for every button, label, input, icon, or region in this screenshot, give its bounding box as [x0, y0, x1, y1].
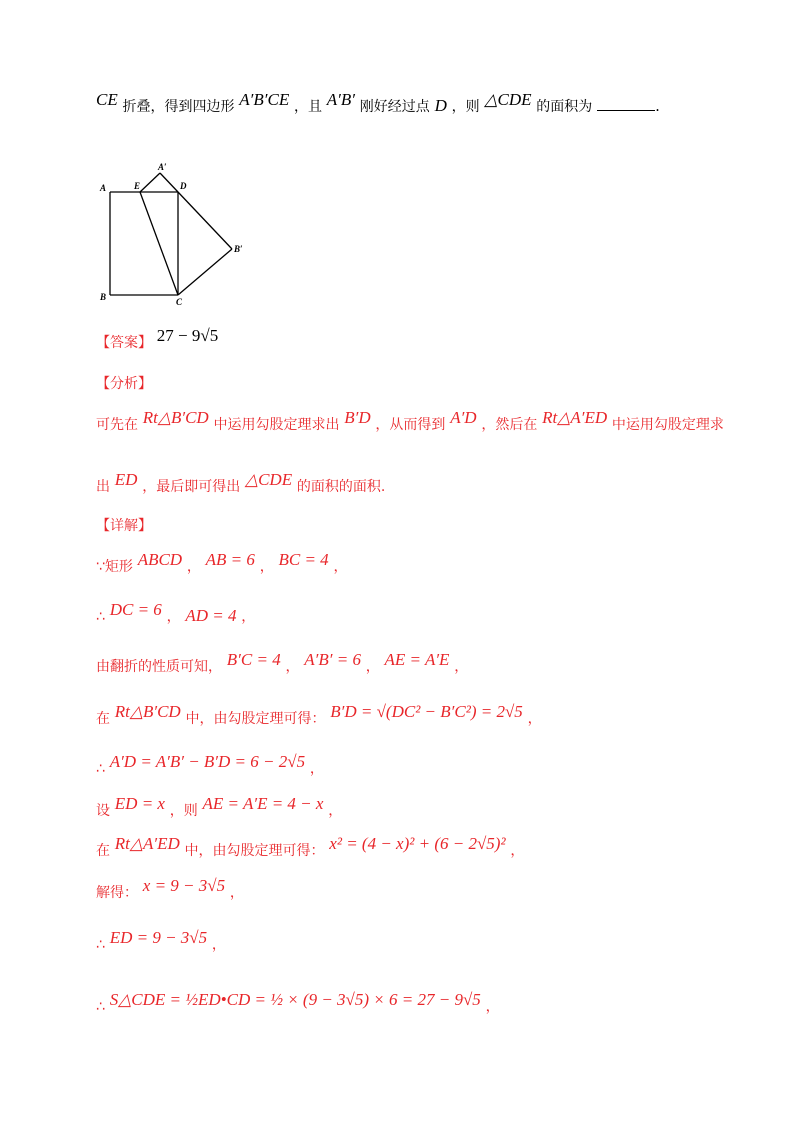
- problem-seg-ce: CE: [96, 90, 118, 109]
- step-text: ，: [229, 885, 244, 901]
- analysis-text: 中运用勾股定理求出: [213, 417, 340, 433]
- problem-seg-and: ，且: [294, 99, 323, 115]
- answer-value: 27 − 9√5: [156, 326, 219, 345]
- step-math: DC = 6: [109, 600, 162, 619]
- step-text: ，: [365, 659, 380, 675]
- analysis-line-2: [96, 470, 386, 497]
- problem-seg-d: D: [434, 96, 447, 115]
- analysis-line-1: [96, 408, 724, 435]
- analysis-math: B′D: [344, 408, 371, 427]
- label-a-prime: A′: [158, 162, 167, 172]
- problem-seg-period: .: [655, 97, 660, 115]
- step-text: 由翻折的性质可知，: [96, 659, 222, 675]
- geometry-figure: [96, 160, 256, 310]
- step-math: ED = 9 − 3√5: [109, 928, 208, 947]
- answer-tag: 【答案】: [96, 335, 152, 351]
- step-math: A′B′ = 6: [304, 650, 361, 669]
- problem-seg-ab: A′B′: [326, 90, 356, 109]
- detail-step-4: [96, 702, 542, 729]
- step-math: Rt△B′CD: [114, 702, 181, 721]
- step-text: ，: [510, 843, 525, 859]
- step-math: x² = (4 − x)² + (6 − 2√5)²: [329, 834, 506, 853]
- label-b-prime: B′: [234, 244, 243, 254]
- step-text: 解得：: [96, 885, 138, 901]
- detail-step-9: [96, 928, 226, 955]
- step-text: ，: [333, 559, 348, 575]
- step-math: BC = 4: [278, 550, 329, 569]
- step-text: ，则: [169, 803, 198, 819]
- problem-seg-area: 的面积为: [536, 99, 593, 115]
- detail-step-2: [96, 600, 256, 627]
- step-math: ED = x: [114, 794, 165, 813]
- step-math: AD = 4: [185, 606, 237, 625]
- segment-e-c: [140, 192, 178, 295]
- step-math: A′D = A′B′ − B′D = 6 − 2√5: [109, 752, 306, 771]
- detail-tag: 【详解】: [96, 518, 152, 534]
- step-text: ∴: [96, 761, 105, 777]
- step-text: 在: [96, 843, 110, 859]
- analysis-text: ，从而得到: [375, 417, 446, 433]
- problem-seg-fold: 折叠，得到四边形: [122, 99, 235, 115]
- label-e: E: [134, 181, 141, 191]
- problem-line: [96, 90, 660, 117]
- analysis-text: 中运用勾股定理求: [611, 417, 724, 433]
- problem-seg-then: ，则: [451, 99, 480, 115]
- step-math: Rt△A′ED: [114, 834, 180, 853]
- segment-b-prime-c: [178, 249, 232, 295]
- analysis-tag: 【分析】: [96, 376, 152, 392]
- detail-step-6: [96, 794, 343, 821]
- analysis-math: A′D: [450, 408, 477, 427]
- step-math: AB = 6: [205, 550, 255, 569]
- problem-seg-tri: △CDE: [484, 90, 532, 109]
- step-text: ∴: [96, 609, 105, 625]
- step-text: ∵矩形: [96, 559, 133, 575]
- segment-a-prime-b-prime: [160, 173, 232, 249]
- analysis-math: Rt△A′ED: [542, 408, 608, 427]
- step-math: x = 9 − 3√5: [142, 876, 226, 895]
- step-text: 设: [96, 803, 110, 819]
- detail-step-8: [96, 876, 244, 903]
- step-text: ，: [485, 999, 500, 1015]
- analysis-text: 出: [96, 479, 110, 495]
- step-math: AE = A′E = 4 − x: [202, 794, 324, 813]
- detail-step-1: [96, 550, 348, 577]
- detail-step-3: [96, 650, 469, 677]
- analysis-math: Rt△B′CD: [142, 408, 209, 427]
- step-text: 在: [96, 711, 110, 727]
- step-text: ，: [259, 559, 274, 575]
- analysis-text: ，最后即可得出: [142, 479, 241, 495]
- analysis-text: 可先在: [96, 417, 138, 433]
- step-text: ，: [454, 659, 469, 675]
- step-text: ，: [241, 609, 256, 625]
- step-math: B′D = √(DC² − B′C²) = 2√5: [330, 702, 523, 721]
- step-math: AE = A′E: [384, 650, 450, 669]
- analysis-math: △CDE: [245, 470, 293, 489]
- analysis-text: ，然后在: [481, 417, 538, 433]
- detail-step-5: [96, 752, 324, 779]
- analysis-math: ED: [114, 470, 138, 489]
- segment-e-a-prime: [140, 173, 160, 192]
- answer-line: [96, 326, 219, 353]
- label-c: C: [176, 297, 183, 307]
- step-text: ，: [211, 937, 226, 953]
- step-text: ，: [527, 711, 542, 727]
- step-text: ，: [285, 659, 300, 675]
- step-text: ，: [309, 761, 324, 777]
- label-d: D: [180, 181, 187, 191]
- step-text: 中，由勾股定理可得：: [184, 843, 325, 859]
- label-b: B: [100, 292, 107, 302]
- answer-blank: [597, 96, 655, 111]
- detail-step-7: [96, 834, 525, 861]
- step-math: S△CDE = ½ED•CD = ½ × (9 − 3√5) × 6 = 27 − 9√5: [109, 990, 481, 1009]
- problem-seg-quad: A′B′CE: [239, 90, 290, 109]
- step-text: ∴: [96, 937, 105, 953]
- step-math: ABCD: [137, 550, 183, 569]
- step-text: ，: [186, 559, 201, 575]
- step-text: ∴: [96, 999, 105, 1015]
- problem-seg-passes: 刚好经过点: [359, 99, 430, 115]
- detail-step-10: [96, 990, 500, 1017]
- step-math: B′C = 4: [226, 650, 281, 669]
- step-text: ，: [328, 803, 343, 819]
- step-text: ，: [166, 609, 181, 625]
- analysis-text: 的面积的面积.: [296, 479, 386, 495]
- label-a: A: [100, 183, 107, 193]
- step-text: 中，由勾股定理可得：: [185, 711, 326, 727]
